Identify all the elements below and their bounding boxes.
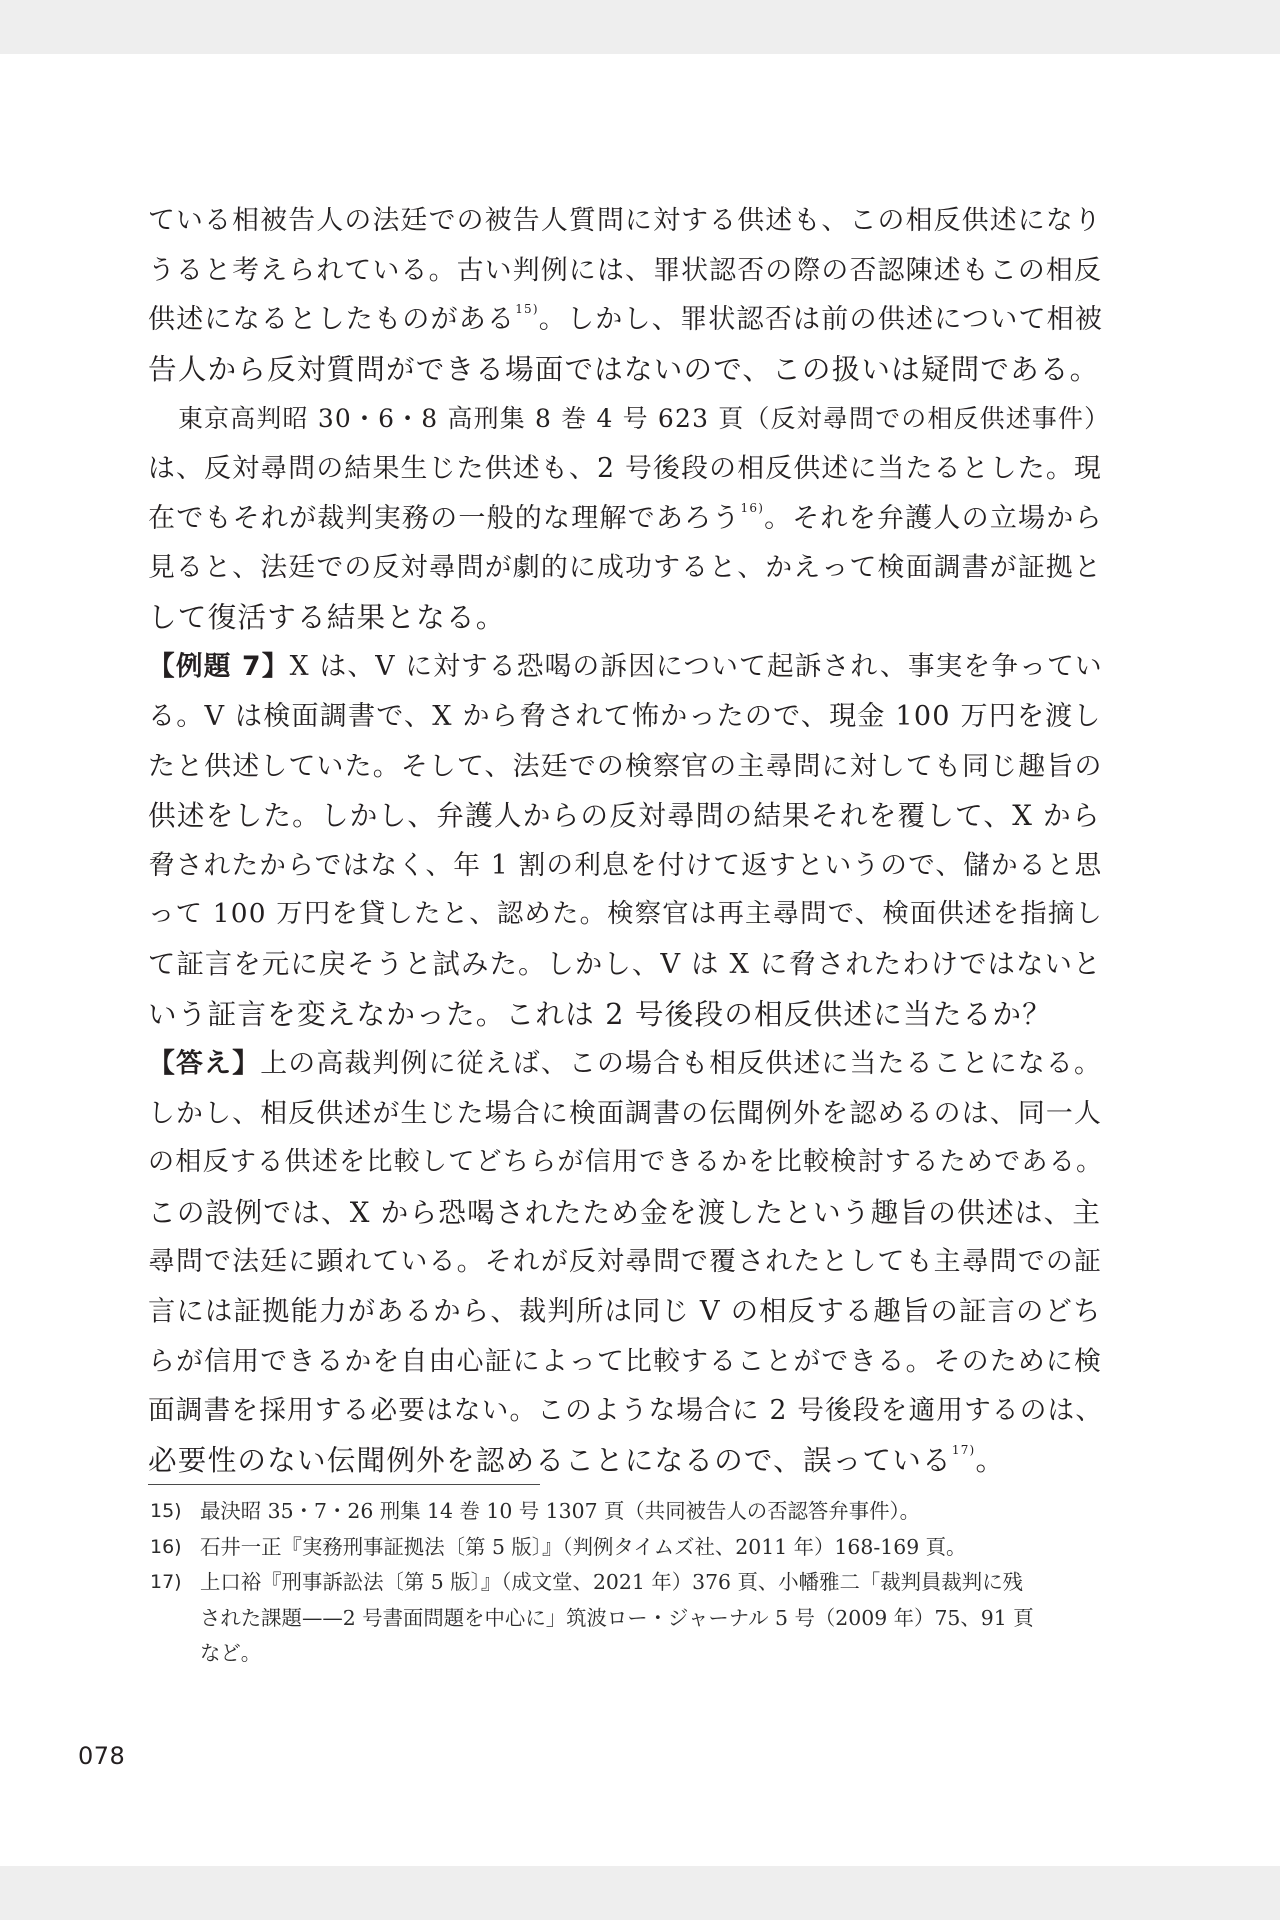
body-line-text: ている相被告人の法廷での被告人質問に対する供述も、この相反供述になり xyxy=(148,205,1103,236)
body-line xyxy=(148,444,1100,494)
body-line-text: X は、V に対する恐喝の訴因について起訴され、事実を争ってい xyxy=(289,651,1103,683)
body-line-text: 在でもそれが裁判実務の一般的な理解であろう xyxy=(148,502,741,534)
example-heading: 【例題 7】 xyxy=(148,651,290,683)
body-line-text: して復活する結果となる。 xyxy=(148,599,506,634)
body-line xyxy=(148,1386,1104,1436)
footnote-text: 最決昭 35・7・26 刑集 14 巻 10 号 1307 頁（共同被告人の否認答弁事件）。 xyxy=(200,1499,921,1523)
page-number: 078 xyxy=(78,1742,126,1770)
body-line-text: 告人から反対質問ができる場面ではないので、この扱いは疑問である。 xyxy=(148,351,1100,386)
body-line-text: の相反する供述を比較してどちらが信用できるかを比較検討するためである。 xyxy=(148,1147,1104,1178)
body-line-text: この設例では、X から恐喝されたため金を渡したという趣旨の供述は、主 xyxy=(148,1195,1102,1229)
body-line-text: 面調書を採用する必要はない。このような場合に 2 号後段を適用するのは、 xyxy=(148,1395,1104,1427)
body-line-text: って 100 万円を貸したと、認めた。検察官は再主尋問で、検面供述を指摘し xyxy=(148,899,1103,930)
body-line-text: 尋問で法廷に顕れている。それが反対尋問で覆されたとしても主尋問での証 xyxy=(148,1246,1103,1278)
body-line xyxy=(148,642,1103,692)
footnote-text: 上口裕『刑事訴訟法〔第 5 版〕』（成文堂、2021 年）376 頁、小幡雅二「裁判員裁判に残 xyxy=(200,1570,1023,1594)
body-line-text: る。V は検面調書で、X から脅されて怖かったので、現金 100 万円を渡し xyxy=(148,700,1102,732)
footnote-number: 15) xyxy=(150,1500,182,1522)
body-line xyxy=(148,246,1103,296)
body-line xyxy=(148,394,1111,444)
body-line-text: 必要性のない伝聞例外を認めることになるので、誤っている xyxy=(148,1442,952,1477)
body-line-text: しかし、相反供述が生じた場合に検面調書の伝聞例外を認めるのは、同一人 xyxy=(148,1097,1103,1129)
body-line xyxy=(148,295,1104,345)
body-line xyxy=(148,1138,1104,1188)
body-line-text: うると考えられている。古い判例には、罪状認否の際の否認陳述もこの相反 xyxy=(148,254,1103,286)
body-line xyxy=(148,1337,1103,1387)
body-line-text: 東京高判昭 30・6・8 高刑集 8 巻 4 号 623 頁（反対尋問での相反供述事件） xyxy=(178,404,1111,434)
body-line-text: たと供述していた。そして、法廷での検察官の主尋問に対しても同じ趣旨の xyxy=(148,750,1103,782)
body-line xyxy=(148,841,1103,891)
footnote-number: 16) xyxy=(150,1535,182,1558)
body-line xyxy=(148,742,1103,792)
body-line xyxy=(148,1436,1100,1486)
body-line-text: いう証言を変えなかった。これは 2 号後段の相反供述に当たるか？ xyxy=(148,996,1052,1031)
main-body-text xyxy=(148,196,1111,1485)
body-line-tail: 。 xyxy=(975,1442,1006,1477)
bottom-margin-band xyxy=(0,1866,1280,1920)
footnote-reference: 15) xyxy=(515,302,539,317)
body-line-text: 見ると、法廷での反対尋問が劇的に成功すると、かえって検面調書が証拠と xyxy=(148,552,1103,584)
footnote-reference: 17) xyxy=(951,1442,976,1457)
footnote-separator xyxy=(148,1484,540,1485)
body-line-text: 上の高裁判例に従えば、この場合も相反供述に当たることになる。 xyxy=(260,1048,1103,1080)
footnote-item xyxy=(150,1494,1120,1530)
body-line xyxy=(148,940,1100,990)
body-line-text: は、反対尋問の結果生じた供述も、2 号後段の相反供述に当たるとした。現 xyxy=(148,452,1102,484)
body-line-text: 脅されたからではなく、年 1 割の利息を付けて返すというので、儲かると思 xyxy=(148,849,1103,881)
body-line xyxy=(148,692,1100,742)
footnote-reference: 16) xyxy=(740,500,765,515)
body-line xyxy=(148,1089,1103,1139)
example-heading: 【答え】 xyxy=(148,1048,261,1080)
body-line xyxy=(148,543,1103,593)
footnote-text: など。 xyxy=(200,1641,262,1665)
body-line xyxy=(148,890,1103,940)
footnote-item xyxy=(150,1530,1120,1566)
footnote-number: 17) xyxy=(150,1571,182,1593)
body-line-text: 供述になるとしたものがある xyxy=(148,304,516,336)
body-line-text: 供述をした。しかし、弁護人からの反対尋問の結果それを覆して、X から xyxy=(148,799,1101,833)
footnotes xyxy=(150,1494,1120,1672)
top-margin-band xyxy=(0,0,1280,54)
footnote-text: 石井一正『実務刑事証拠法〔第 5 版〕』（判例タイムズ社、2011 年）168-169 頁。 xyxy=(200,1534,967,1559)
body-line-tail: 。しかし、罪状認否は前の供述について相被 xyxy=(538,304,1104,336)
body-line xyxy=(148,196,1103,246)
body-line xyxy=(148,345,1100,395)
footnote-item xyxy=(150,1565,1120,1672)
body-line xyxy=(148,791,1100,841)
body-line xyxy=(148,1039,1103,1089)
body-line-text: 言には証拠能力があるから、裁判所は同じ V の相反する趣旨の証言のどち xyxy=(148,1296,1102,1328)
body-line-text: らが信用できるかを自由心証によって比較することができる。そのために検 xyxy=(148,1345,1103,1377)
body-line xyxy=(148,1188,1100,1238)
body-line xyxy=(148,1237,1103,1287)
body-line xyxy=(148,1287,1100,1337)
body-line xyxy=(148,494,1103,544)
footnote-text: された課題——2 号書面問題を中心に」筑波ロー・ジャーナル 5 号（2009 年）75、91 頁 xyxy=(200,1605,1034,1630)
body-line xyxy=(148,593,1100,643)
body-line xyxy=(148,990,1100,1040)
body-line-text: て証言を元に戻そうと試みた。しかし、V は X に脅されたわけではないと xyxy=(148,948,1102,980)
body-line-tail: 。それを弁護人の立場から xyxy=(764,502,1103,534)
